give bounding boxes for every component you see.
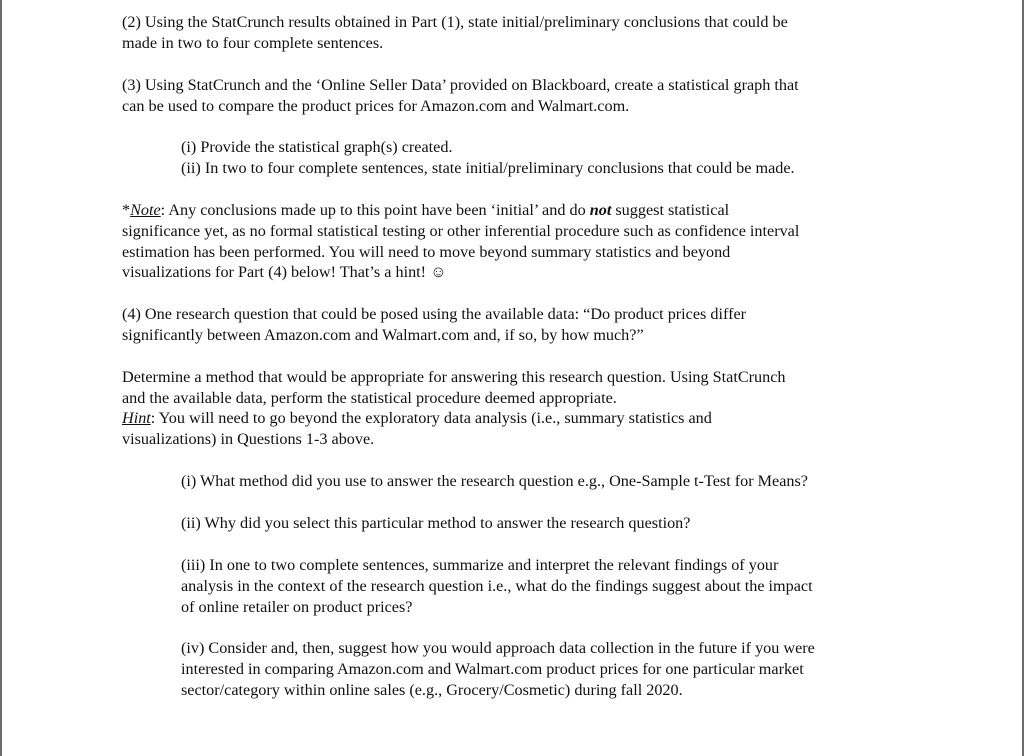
q2-line-2: made in two to four complete sentences. <box>122 34 384 52</box>
q4-sub-iii-line-3: of online retailer on product prices? <box>181 598 413 616</box>
q3-line-2: can be used to compare the product prices for Amazon.com and Walmart.com. <box>122 97 630 115</box>
note-line-1-a: : Any conclusions made up to this point have been ‘initial’ and do <box>160 201 590 219</box>
q4-line-1: (4) One research question that could be posed using the available data: “Do product prices differ <box>122 305 747 323</box>
q3-line-1: (3) Using StatCrunch and the ‘Online Seller Data’ provided on Blackboard, create a statistical graph that <box>122 76 799 94</box>
note-not-emphasis: not <box>589 201 612 219</box>
q2-line-1: (2) Using the StatCrunch results obtained in Part (1), state initial/preliminary conclusions that could be <box>122 13 788 31</box>
q4-determine-line-1: Determine a method that would be appropriate for answering this research question. Using StatCrunch <box>122 368 786 386</box>
q4-sub-iv-line-3: sector/category within online sales (e.g., Grocery/Cosmetic) during fall 2020. <box>181 681 683 699</box>
q4-sub-iii-line-1: (iii) In one to two complete sentences, summarize and interpret the relevant findings of your <box>181 556 779 574</box>
q4-sub-i: (i) What method did you use to answer the research question e.g., One-Sample t-Test for Means? <box>181 472 808 490</box>
q4-hint-line-1 <box>122 408 712 429</box>
note-star: * <box>122 201 131 219</box>
q3-sub-ii: (ii) In two to four complete sentences, state initial/preliminary conclusions that could be made. <box>181 159 795 177</box>
hint-label: Hint <box>122 409 151 427</box>
note-line-4: visualizations for Part (4) below! That’s a hint! ☺ <box>122 263 447 281</box>
note-label: Note <box>130 201 161 219</box>
q4-determine-line-2: and the available data, perform the statistical procedure deemed appropriate. <box>122 389 617 407</box>
q4-sub-iv-line-2: interested in comparing Amazon.com and Walmart.com product prices for one particular market <box>181 660 804 678</box>
q4-line-2: significantly between Amazon.com and Walmart.com and, if so, by how much?” <box>122 326 644 344</box>
note-line-1-b: suggest statistical <box>611 201 730 219</box>
q3-sub-i: (i) Provide the statistical graph(s) created. <box>181 138 453 156</box>
note-line-3: estimation has been performed. You will need to move beyond summary statistics and beyond <box>122 243 731 261</box>
note-line-1 <box>122 200 729 221</box>
q4-sub-iv-line-1: (iv) Consider and, then, suggest how you would approach data collection in the future if you were <box>181 639 815 657</box>
q4-sub-ii: (ii) Why did you select this particular method to answer the research question? <box>181 514 691 532</box>
q4-sub-iii-line-2: analysis in the context of the research question i.e., what do the findings suggest about the impact <box>181 577 813 595</box>
q4-hint-line-2: visualizations) in Questions 1-3 above. <box>122 430 375 448</box>
hint-text: : You will need to go beyond the exploratory data analysis (i.e., summary statistics and <box>150 409 712 427</box>
note-line-2: significance yet, as no formal statistical testing or other inferential procedure such as confidence interval <box>122 222 800 240</box>
